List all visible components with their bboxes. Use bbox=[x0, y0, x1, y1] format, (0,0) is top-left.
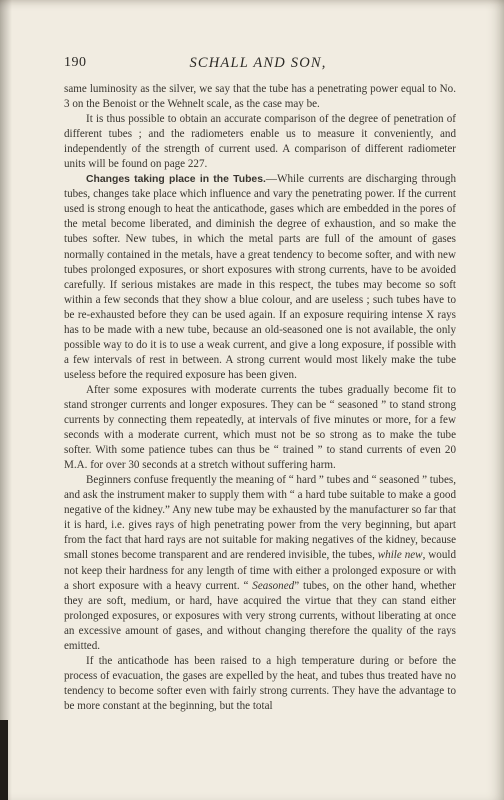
paragraph-beginners bbox=[64, 473, 456, 654]
paragraph-changes-text: —While currents are discharging through tubes, changes take place which influence and vary the penetrating power. If the current used is strong enough to heat the anticathode, gases which are embedded in the pores of the metal become liberated, and diminish the degree of exhaustion, and so make the tubes softer. New tubes, in which the metal parts are full of the amount of gases normally contained in the metals, have a great tendency to become softer, and with new tubes prolonged exposures, or short exposures with strong currents, have to be avoided carefully. If serious mistakes are made in this respect, the tubes may become so soft within a few seconds that they show a blue colour, and are useless ; such tubes have to be re-exhausted before they can be used again. If an exposure requiring intense X rays has to be made with a new tube, because an old-seasoned one is not available, the only possible way to do it is to use a weak current, and give a long exposure, if possible with a few intervals of rest in between. A strong current would most likely make the tube useless before the required exposure has been given. bbox=[64, 173, 456, 381]
paragraph-beginners-text-3: ” tubes, on the other hand, whether they are soft, medium, or hard, have acquired the virtue that they can stand either prolonged exposures, or exposures with very strong currents, without liberating at once an excessive amount of gases, and without changing therefore the quality of the rays emitted. bbox=[64, 579, 456, 652]
paragraph-comparison: It is thus possible to obtain an accurate comparison of the degree of penetration of different tubes ; and the radiometers enable us to measure it conveniently, and independently of the strength of current used. A comparison of different radiometer units will be found on page 227. bbox=[64, 113, 456, 171]
paragraph-anticathode: If the anticathode has been raised to a high temperature during or before the process of evacuation, the gases are expelled by the heat, and tubes thus treated have no tendency to become softer even with fairly strong currents. They have the advantage to be more constant at the beginning, but the total bbox=[64, 654, 456, 712]
paragraph-beginners-text-1: Beginners confuse frequently the meaning of “ hard ” tubes and “ seasoned ” tubes, and ask the instrument maker to supply them with “ a hard tube suitable to make a good negative of the kidney.” Any new tube may be exhausted by the manufacturer so far that it is hard, i.e. gives rays of high penetrating power from the very beginning, but apart from the fact that hard rays are not suitable for making negatives of the kidney, because small stones become transparent and are rendered invisible, the tubes, bbox=[64, 474, 456, 562]
emphasis-seasoned: Seasoned bbox=[252, 579, 295, 592]
section-heading: Changes taking place in the Tubes. bbox=[86, 174, 266, 186]
page-number: 190 bbox=[64, 55, 87, 70]
running-head: SCHALL AND SON, bbox=[189, 55, 327, 71]
page-header bbox=[64, 55, 452, 75]
spine-edge bbox=[0, 720, 8, 800]
paragraph-continuation: same luminosity as the silver, we say that the tube has a penetrating power equal to No. 3 on the Benoist or the Wehnelt scale, as the case may be. bbox=[64, 83, 456, 111]
paragraph-beginners-text-2: , would not keep their hardness for any length of time with either a prolonged exposure or with a short exposure with a heavy current. “ bbox=[64, 549, 456, 592]
binding-shadow bbox=[0, 0, 12, 800]
paragraph-changes bbox=[64, 172, 456, 383]
paragraph-seasoning: After some exposures with moderate currents the tubes gradually become fit to stand stronger currents and longer exposures. They can be “ seasoned ” to stand strong currents by connecting them repeatedly, at intervals of five minutes or more, for a few seconds with a moderate current, which must not be so strong as to make the tube softer. With some patience tubes can thus be “ trained ” to stand currents of even 20 M.A. for over 30 seconds at a stretch without suffering harm. bbox=[64, 383, 456, 472]
emphasis-while-new: while new bbox=[377, 549, 423, 562]
body-text bbox=[64, 82, 456, 714]
